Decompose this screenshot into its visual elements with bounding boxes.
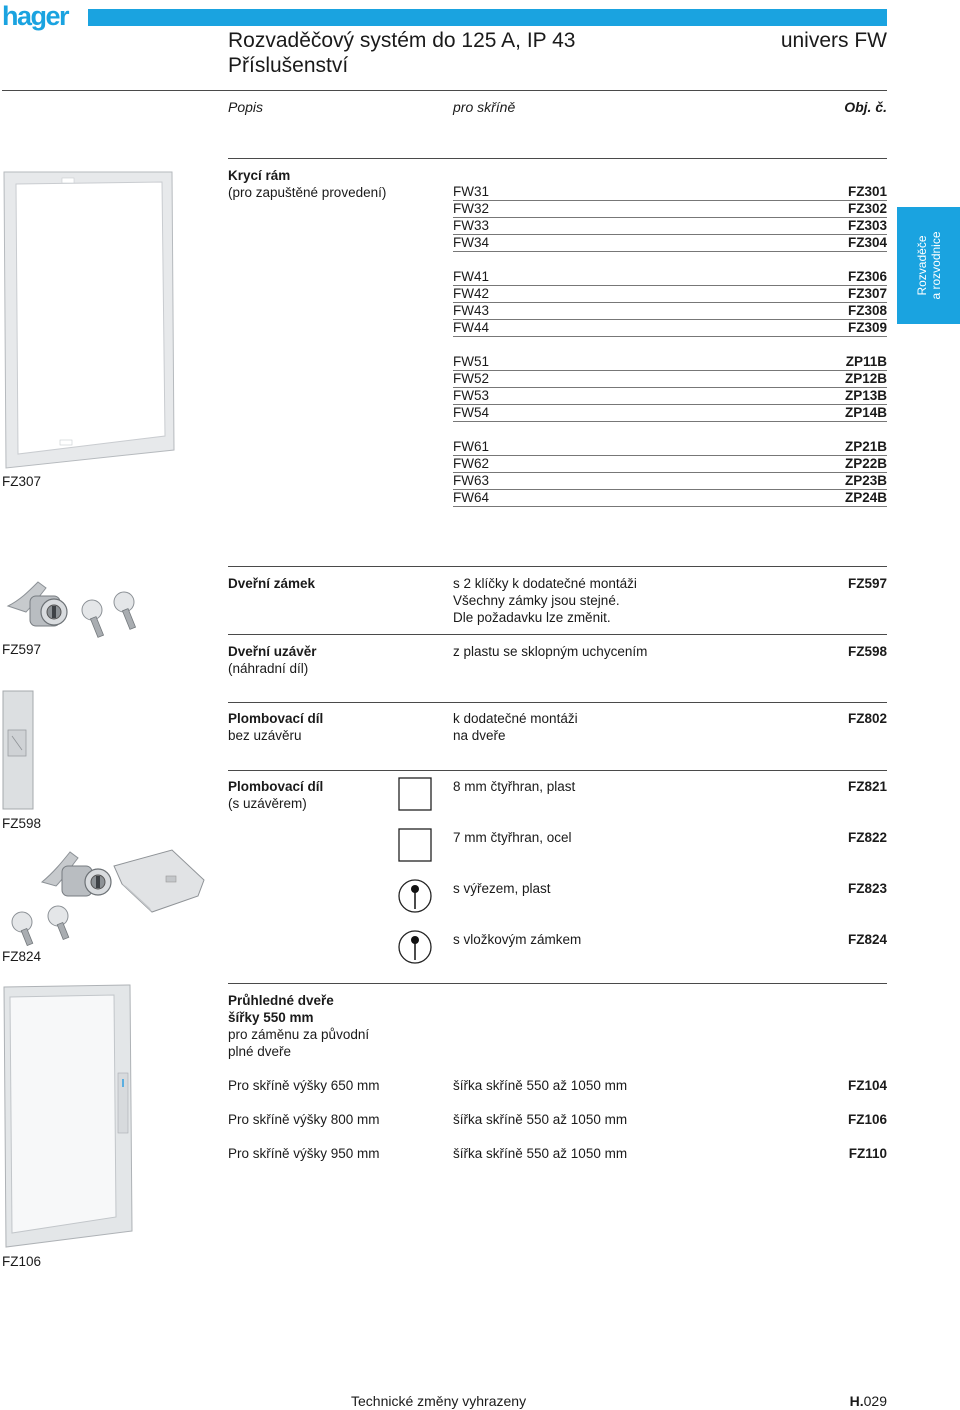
cylinder-lock-icon bbox=[398, 930, 432, 964]
frame-cabinet-type: FW63 bbox=[453, 473, 490, 488]
square-7mm-icon bbox=[398, 828, 432, 862]
slot-key-icon bbox=[398, 879, 432, 913]
frame-order-code: FZ301 bbox=[847, 184, 887, 199]
lock-desc-line3: Dle požadavku lze změnit. bbox=[453, 610, 611, 625]
frame-order-code: FZ303 bbox=[847, 218, 887, 233]
door-closer-fz598-image bbox=[2, 690, 36, 812]
frame-compat-row bbox=[453, 286, 887, 303]
square-8mm-icon bbox=[398, 777, 432, 811]
frame-compat-row bbox=[453, 269, 887, 286]
frame-order-code: ZP11B bbox=[845, 354, 887, 369]
lock-name: Dveřní zámek bbox=[228, 576, 316, 591]
lock-desc-line1: s 2 klíčky k dodatečné montáži bbox=[453, 576, 637, 591]
door-row-2-height: Pro skříně výšky 800 mm bbox=[228, 1112, 380, 1127]
frame-order-code: ZP23B bbox=[844, 473, 887, 488]
door-desc-line1: pro záměnu za původní bbox=[228, 1027, 370, 1042]
frame-order-code: FZ302 bbox=[847, 201, 887, 216]
option-1-desc: 8 mm čtyřhran, plast bbox=[453, 779, 576, 794]
frame-cabinet-type: FW53 bbox=[453, 388, 490, 403]
frame-fz307-image bbox=[2, 168, 177, 473]
page-number bbox=[850, 1393, 887, 1410]
column-header-obj: Obj. č. bbox=[844, 99, 887, 115]
section2-divider bbox=[228, 566, 887, 567]
seal1-desc-line1: k dodatečné montáži bbox=[453, 711, 578, 726]
frame-cabinet-type: FW42 bbox=[453, 286, 490, 301]
frame-compat-row bbox=[453, 490, 887, 507]
frame-compat-row bbox=[453, 405, 887, 422]
seal1-name: Plombovací díl bbox=[228, 711, 324, 726]
frame-cabinet-type: FW32 bbox=[453, 201, 490, 216]
option-4-code: FZ824 bbox=[847, 932, 887, 947]
frame-cabinet-type: FW34 bbox=[453, 235, 490, 250]
closer-divider bbox=[228, 634, 887, 635]
door-row-3-height: Pro skříně výšky 950 mm bbox=[228, 1146, 380, 1161]
frame-cabinet-type: FW41 bbox=[453, 269, 490, 284]
column-header-pro-skrine: pro skříně bbox=[453, 99, 516, 115]
frame-order-code: ZP21B bbox=[844, 439, 887, 454]
frame-compat-row bbox=[453, 303, 887, 320]
option-2-code: FZ822 bbox=[847, 830, 887, 845]
frame-cabinet-type: FW43 bbox=[453, 303, 490, 318]
door-row-1-code: FZ104 bbox=[847, 1078, 887, 1093]
closer-code: FZ598 bbox=[847, 644, 887, 659]
page-title-line2: Příslušenství bbox=[228, 54, 349, 77]
frame-order-code: FZ306 bbox=[847, 269, 887, 284]
page-title bbox=[228, 28, 575, 78]
option-4-desc: s vložkovým zámkem bbox=[453, 932, 582, 947]
frame-compat-row bbox=[453, 320, 887, 337]
lock-desc-line2: Všechny zámky jsou stejné. bbox=[453, 593, 620, 608]
frame-name: Krycí rám bbox=[228, 168, 291, 183]
frame-compat-row bbox=[453, 439, 887, 456]
caption-fz824: FZ824 bbox=[2, 949, 42, 964]
frame-order-code: ZP14B bbox=[844, 405, 887, 420]
seal1-sub: bez uzávěru bbox=[228, 728, 302, 743]
frame-compat-row bbox=[453, 201, 887, 218]
frame-order-code: FZ309 bbox=[847, 320, 887, 335]
frame-compat-row bbox=[453, 388, 887, 405]
seal2-divider bbox=[228, 770, 887, 771]
door-lock-image bbox=[2, 570, 152, 642]
frame-order-code: ZP22B bbox=[844, 456, 887, 471]
seal2-sub: (s uzávěrem) bbox=[228, 796, 307, 811]
door-row-3-width: šířka skříně 550 až 1050 mm bbox=[453, 1146, 628, 1161]
frame-compat-row bbox=[453, 184, 887, 201]
header-divider bbox=[2, 90, 887, 91]
hager-logo: hager bbox=[2, 1, 69, 31]
frame-compat-row bbox=[453, 354, 887, 371]
door-name-line2: šířky 550 mm bbox=[228, 1010, 314, 1025]
door-name-line1: Průhledné dveře bbox=[228, 993, 334, 1008]
caption-fz598: FZ598 bbox=[2, 816, 42, 831]
frame-order-code: ZP12B bbox=[844, 371, 887, 386]
frame-order-code: FZ304 bbox=[847, 235, 887, 250]
page-num: 029 bbox=[863, 1393, 887, 1409]
frame-compat-row bbox=[453, 235, 887, 252]
seal-lock-fz824-image bbox=[2, 846, 207, 946]
door-row-1-width: šířka skříně 550 až 1050 mm bbox=[453, 1078, 628, 1093]
caption-fz106: FZ106 bbox=[2, 1254, 42, 1269]
frame-cabinet-type: FW33 bbox=[453, 218, 490, 233]
page-letter: H. bbox=[849, 1393, 864, 1409]
column-header-popis: Popis bbox=[228, 99, 264, 115]
frame-compat-row bbox=[453, 456, 887, 473]
closer-desc: z plastu se sklopným uchycením bbox=[453, 644, 648, 659]
seal2-name: Plombovací díl bbox=[228, 779, 324, 794]
frame-desc: (pro zapuštěné provedení) bbox=[228, 185, 387, 200]
door-desc-line2: plné dveře bbox=[228, 1044, 292, 1059]
frame-cabinet-type: FW64 bbox=[453, 490, 490, 505]
frame-order-code: ZP24B bbox=[844, 490, 887, 505]
option-3-code: FZ823 bbox=[847, 881, 887, 896]
caption-fz307: FZ307 bbox=[2, 474, 42, 489]
frame-cabinet-type: FW62 bbox=[453, 456, 490, 471]
page-title-line1: Rozvaděčový systém do 125 A, IP 43 bbox=[228, 29, 576, 52]
door-row-2-code: FZ106 bbox=[847, 1112, 887, 1127]
frame-cabinet-type: FW52 bbox=[453, 371, 490, 386]
option-1-code: FZ821 bbox=[847, 779, 887, 794]
closer-sub: (náhradní díl) bbox=[228, 661, 309, 676]
option-3-desc: s výřezem, plast bbox=[453, 881, 551, 896]
seal1-divider bbox=[228, 702, 887, 703]
frame-compat-row bbox=[453, 218, 887, 235]
footer-note: Technické změny vyhrazeny bbox=[351, 1393, 527, 1409]
frame-compat-row bbox=[453, 371, 887, 388]
frame-order-code: FZ308 bbox=[847, 303, 887, 318]
seal1-code: FZ802 bbox=[847, 711, 887, 726]
frame-cabinet-type: FW61 bbox=[453, 439, 490, 454]
side-tab-line1: Rozvaděče bbox=[914, 235, 929, 296]
frame-order-code: ZP13B bbox=[844, 388, 887, 403]
lock-code: FZ597 bbox=[847, 576, 887, 591]
frame-compat-row bbox=[453, 473, 887, 490]
section1-divider bbox=[228, 158, 887, 159]
side-tab bbox=[897, 207, 960, 324]
section4-divider bbox=[228, 983, 887, 984]
door-row-1-height: Pro skříně výšky 650 mm bbox=[228, 1078, 380, 1093]
frame-cabinet-type: FW54 bbox=[453, 405, 490, 420]
transparent-door-fz106-image bbox=[2, 983, 134, 1253]
frame-cabinet-type: FW51 bbox=[453, 354, 490, 369]
frame-cabinet-type: FW31 bbox=[453, 184, 490, 199]
seal1-desc-line2: na dveře bbox=[453, 728, 506, 743]
side-tab-line2: a rozvodnice bbox=[928, 231, 943, 300]
option-2-desc: 7 mm čtyřhran, ocel bbox=[453, 830, 572, 845]
caption-fz597: FZ597 bbox=[2, 642, 42, 657]
door-row-3-code: FZ110 bbox=[848, 1146, 887, 1161]
header-color-bar bbox=[88, 9, 887, 26]
product-line: univers FW bbox=[780, 29, 887, 52]
frame-order-code: FZ307 bbox=[847, 286, 887, 301]
closer-name: Dveřní uzávěr bbox=[228, 644, 317, 659]
door-row-2-width: šířka skříně 550 až 1050 mm bbox=[453, 1112, 628, 1127]
frame-cabinet-type: FW44 bbox=[453, 320, 490, 335]
